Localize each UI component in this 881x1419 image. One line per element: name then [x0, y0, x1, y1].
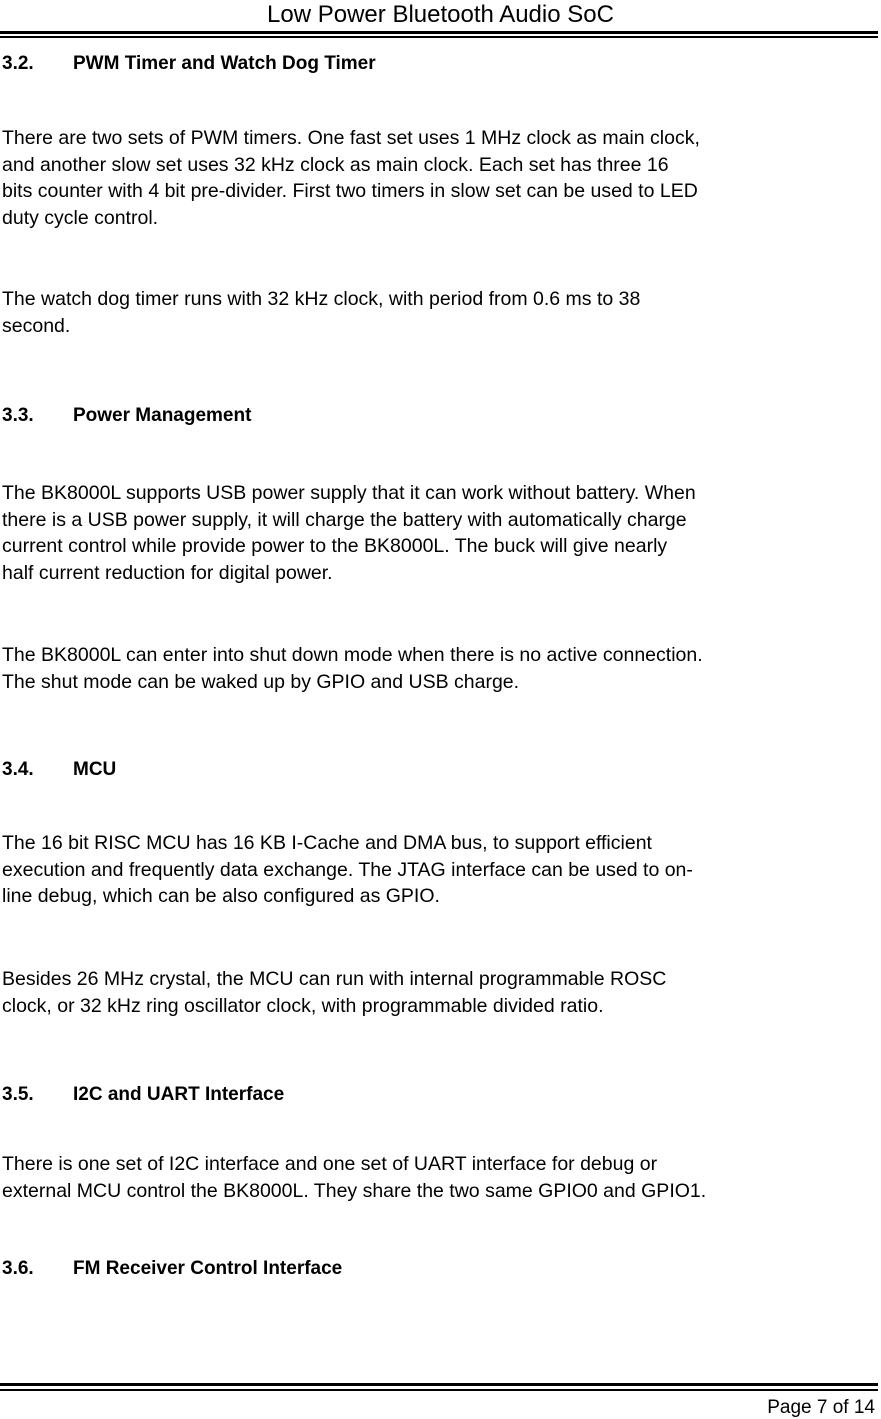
- header-rule-thick: [0, 31, 878, 34]
- paragraph: There is one set of I2C interface and one set of UART interface for debug or external MCU control the BK8000L. They share the two same GPIO0 and GPIO1.: [2, 1153, 707, 1202]
- section-title: Power Management: [73, 405, 252, 426]
- paragraph: Besides 26 MHz crystal, the MCU can run with internal programmable ROSC clock, or 32 kHz ring oscillator clock, with programmable divided ratio.: [2, 968, 667, 1017]
- section-heading-3-2: [2, 52, 376, 76]
- paragraph: The BK8000L can enter into shut down mode when there is no active connection. The shut mode can be waked up by GPIO and USB charge.: [2, 644, 703, 693]
- paragraph: There are two sets of PWM timers. One fast set uses 1 MHz clock as main clock, and another slow set uses 32 kHz clock as main clock. Each set has three 16 bits counter with 4 bit pre-divider. First two timers in slow set can be used to LED duty cycle control.: [2, 127, 700, 229]
- paragraph: The BK8000L supports USB power supply that it can work without battery. When there is a USB power supply, it will charge the battery with automatically charge current control while provide power to the BK8000L. The buck will give nearly half current reduction for digital power.: [2, 482, 696, 584]
- section-number: 3.4.: [2, 759, 34, 780]
- header-rule-thin: [0, 36, 878, 38]
- footer-rule-thick: [0, 1383, 878, 1386]
- section-number: 3.3.: [2, 405, 34, 426]
- section-number: 3.5.: [2, 1084, 34, 1105]
- section-title: PWM Timer and Watch Dog Timer: [73, 53, 376, 74]
- section-title: FM Receiver Control Interface: [73, 1258, 343, 1279]
- document-title: Low Power Bluetooth Audio SoC: [267, 1, 614, 28]
- page-number: Page 7 of 14: [767, 1397, 875, 1418]
- section-heading-3-3: [2, 404, 251, 428]
- section-number: 3.2.: [2, 53, 34, 74]
- section-heading-3-4: [2, 758, 116, 782]
- section-title: MCU: [73, 759, 117, 780]
- paragraph: The watch dog timer runs with 32 kHz clock, with period from 0.6 ms to 38 second.: [2, 288, 641, 337]
- section-heading-3-5: [2, 1083, 284, 1107]
- footer-rule-thin: [0, 1389, 878, 1391]
- section-number: 3.6.: [2, 1258, 34, 1279]
- section-heading-3-6: [2, 1257, 342, 1281]
- paragraph: The 16 bit RISC MCU has 16 KB I-Cache and DMA bus, to support efficient execution and frequently data exchange. The JTAG interface can be used to on- line debug, which can be also configured as GPIO.: [2, 832, 693, 907]
- section-title: I2C and UART Interface: [73, 1084, 285, 1105]
